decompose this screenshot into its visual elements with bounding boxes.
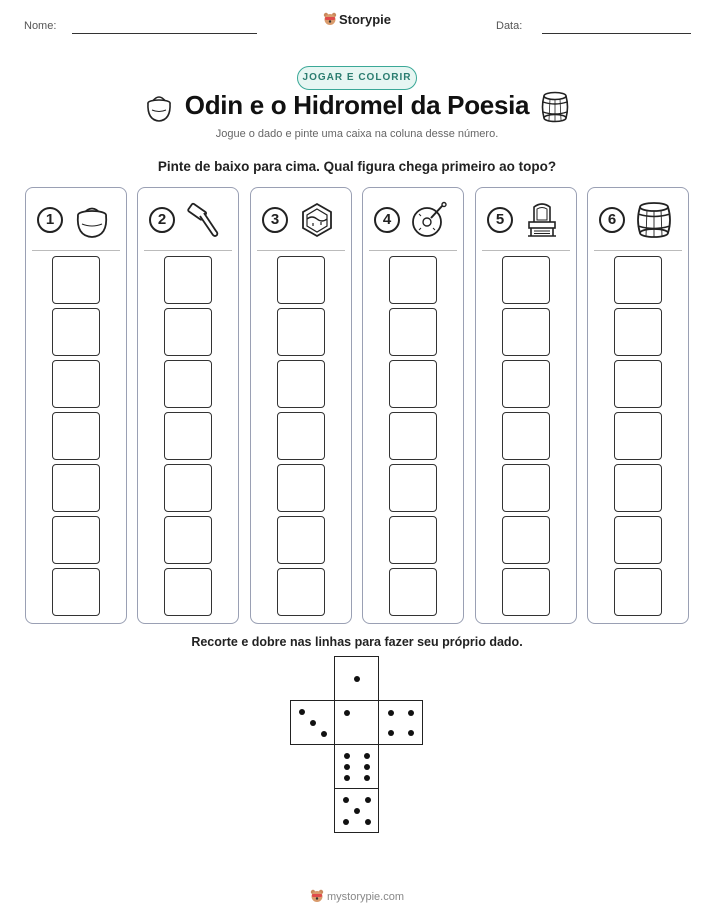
die-pip [310,720,316,726]
footer [0,889,714,903]
activity-badge: JOGAR E COLORIR [297,66,417,90]
die-pip [354,808,360,814]
die-pip [343,797,349,803]
instruction: Pinte de baixo para cima. Qual figura chega primeiro ao topo? [157,159,557,174]
bear-logo-icon [323,12,337,26]
color-box[interactable] [502,568,550,616]
column-divider [482,250,570,251]
color-box[interactable] [52,256,100,304]
color-box[interactable] [277,568,325,616]
color-box[interactable] [614,412,662,460]
column-number: 4 [374,207,400,233]
color-box[interactable] [52,308,100,356]
color-box[interactable] [502,256,550,304]
die-pip [365,819,371,825]
cauldron-icon [72,200,112,240]
color-box[interactable] [277,464,325,512]
column-divider [257,250,345,251]
color-box[interactable] [277,308,325,356]
color-box[interactable] [502,464,550,512]
column-5 [475,187,577,624]
color-box[interactable] [502,360,550,408]
color-box[interactable] [614,256,662,304]
color-box[interactable] [614,464,662,512]
column-divider [369,250,457,251]
die-face-5[interactable] [334,788,379,833]
column-number: 3 [262,207,288,233]
color-box[interactable] [389,516,437,564]
column-divider [144,250,232,251]
column-divider [594,250,682,251]
color-box[interactable] [52,516,100,564]
die-face-1-center[interactable] [334,700,379,745]
die-face-1[interactable] [334,656,379,701]
color-box[interactable] [277,412,325,460]
color-box[interactable] [502,516,550,564]
column-divider [32,250,120,251]
color-box[interactable] [164,516,212,564]
mead-honeycomb-icon [297,200,337,240]
color-box[interactable] [502,412,550,460]
die-pip [388,710,394,716]
die-pip [364,775,370,781]
column-number: 2 [149,207,175,233]
die-pip [388,730,394,736]
barrel-icon [540,90,570,124]
color-box[interactable] [164,412,212,460]
die-pip [344,764,350,770]
die-pip [344,775,350,781]
date-line[interactable] [542,33,691,34]
die-pip [408,710,414,716]
hammer-icon [184,200,224,240]
color-box[interactable] [277,256,325,304]
throne-icon [522,200,562,240]
color-box[interactable] [277,360,325,408]
die-pip [408,730,414,736]
die-pip [344,753,350,759]
color-box[interactable] [52,464,100,512]
column-number: 5 [487,207,513,233]
die-pip [365,797,371,803]
subtitle: Jogue o dado e pinte uma caixa na coluna desse número. [215,128,499,140]
die-face-3[interactable] [290,700,335,745]
die-face-4[interactable] [378,700,423,745]
column-1 [25,187,127,624]
color-box[interactable] [502,308,550,356]
color-box[interactable] [164,568,212,616]
die-pip [299,709,305,715]
color-box[interactable] [389,360,437,408]
column-3 [250,187,352,624]
color-box[interactable] [389,464,437,512]
column-2 [137,187,239,624]
die-pip [321,731,327,737]
color-box[interactable] [164,256,212,304]
bear-logo-icon [310,889,324,903]
color-box[interactable] [614,308,662,356]
color-box[interactable] [389,308,437,356]
millstone-icon [409,200,449,240]
color-box[interactable] [52,568,100,616]
name-label: Nome: [24,20,57,32]
color-box[interactable] [52,360,100,408]
color-box[interactable] [389,412,437,460]
die-pip [344,710,350,716]
color-box[interactable] [389,256,437,304]
barrel-icon [634,200,674,240]
color-box[interactable] [164,360,212,408]
die-pip [354,676,360,682]
color-box[interactable] [389,568,437,616]
die-pip [343,819,349,825]
column-4 [362,187,464,624]
page-title: Odin e o Hidromel da Poesia [184,90,530,120]
column-number: 1 [37,207,63,233]
color-box[interactable] [164,308,212,356]
footer-url[interactable]: mystorypie.com [326,891,405,903]
color-box[interactable] [277,516,325,564]
color-box[interactable] [614,360,662,408]
column-6 [587,187,689,624]
name-line[interactable] [72,33,257,34]
brand-logo [0,12,714,27]
die-face-6[interactable] [334,744,379,789]
column-number: 6 [599,207,625,233]
date-label: Data: [496,20,523,32]
die-pip [364,753,370,759]
brand-name: Storypie [338,12,391,27]
color-box[interactable] [52,412,100,460]
color-box[interactable] [164,464,212,512]
die-pip [364,764,370,770]
color-box[interactable] [614,516,662,564]
color-box[interactable] [614,568,662,616]
cut-instruction: Recorte e dobre nas linhas para fazer seu próprio dado. [191,635,523,649]
